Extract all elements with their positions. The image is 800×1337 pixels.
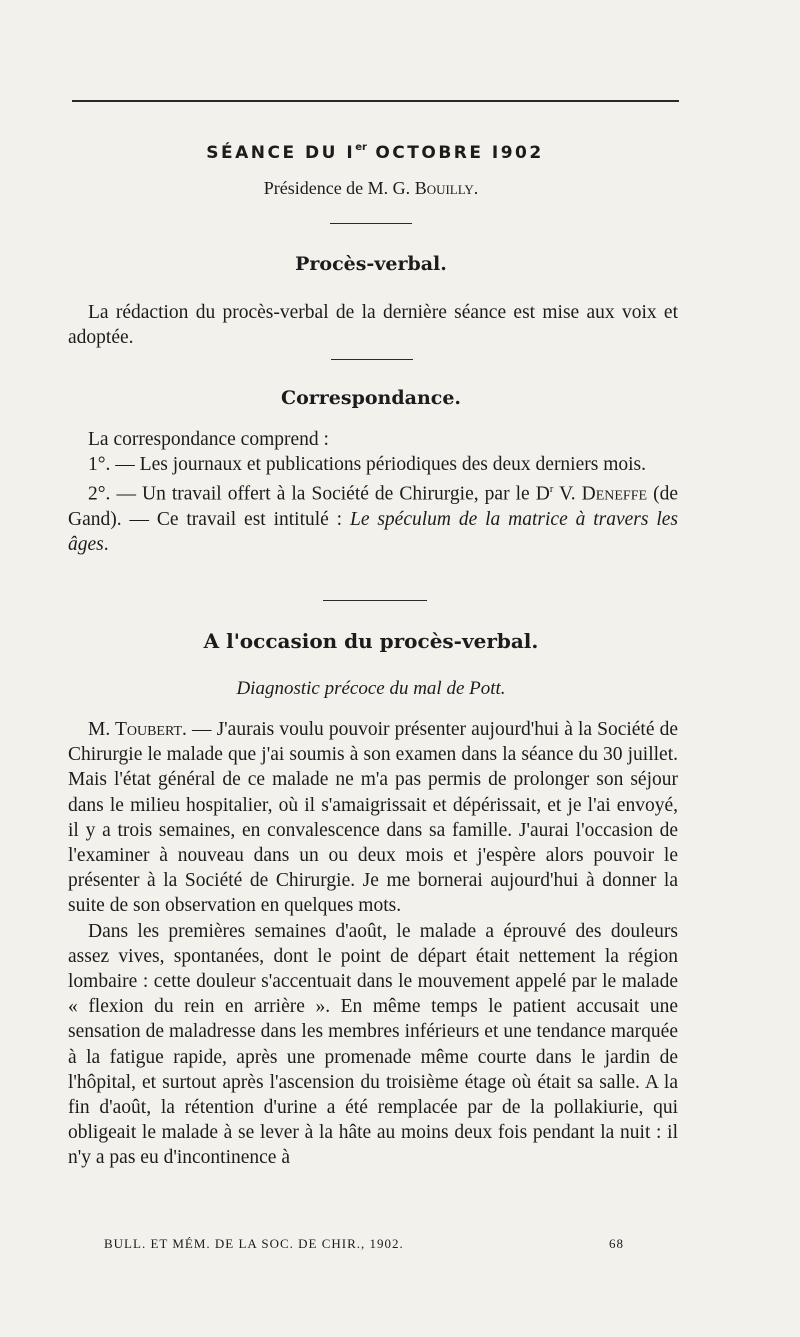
item2-pre: 2°. — Un travail offert à la Société de Chirurgie, par le D [88,483,550,505]
occasion-subtitle: Diagnostic précoce du mal de Pott. [236,678,506,699]
occasion-heading: A l'occasion du procès-verbal. [203,629,539,653]
item2-work-title: Le spéculum de la matrice à travers les âges [68,509,678,556]
body-paragraph-1 [68,717,678,919]
seance-heading [0,143,750,163]
page-footer [104,1236,624,1252]
presidence-pre: Présidence de M. G. [263,178,415,198]
section-rule [331,359,413,360]
correspondance-intro: La correspondance comprend : [88,429,329,450]
body-text [68,717,678,1171]
proces-verbal-text [68,300,678,350]
section-rule [330,223,412,224]
body-paragraph-2: Dans les premières semaines d'août, le malade a éprouvé des douleurs assez vives, spontanées, dont le point de départ était nettement la région lombaire : cette douleur s'accentuait dans le mouvement appelé par le malade « flexion du rein en arrière ». En même temps le patient accusait une sensation de maladresse dans les membres inférieurs et une tendance marquée à la fatigue rapide, après une promenade même courte dans le jardin de l'hôpital, et surtout après l'ascension du troisième étage où était sa salle. A la fin d'août, la rétention d'urine a été remplacée par de la pollakiurie, qui obligeait le malade à se lever à la hâte au moins deux fois pendant la nuit : il n'y a pas eu d'incontinence à [68,920,678,1169]
proces-verbal-paragraph: La rédaction du procès-verbal de la dernière séance est mise aux voix et adoptée. [68,302,678,349]
section-rule [323,600,427,601]
presidence-end: . [473,178,479,198]
presidence-line [0,178,742,199]
top-rule [72,100,679,102]
president-name: Bouilly [414,178,474,198]
correspondance-item-1: 1°. — Les journaux et publications périodiques des deux derniers mois. [88,454,647,476]
correspondance-heading: Correspondance. [280,387,462,409]
proces-verbal-heading: Procès-verbal. [295,253,447,275]
seance-heading-sup: er [355,142,367,154]
item2-mid: (de Gand). — Ce travail est intitulé : [68,483,678,531]
footer-journal: BULL. ET MÉM. DE LA SOC. DE CHIR., 1902. [104,1236,404,1251]
seance-heading-pre: SÉANCE DU I [206,143,356,163]
item2-author: V. Deneffe [553,483,648,505]
item2-end: . [103,534,109,556]
speaker-name: M. Toubert. [88,719,187,740]
correspondance-text [68,427,678,558]
seance-heading-post: OCTOBRE I902 [366,143,544,163]
page-number: 68 [609,1236,624,1251]
paragraph-1-text: — J'aurais voulu pouvoir présenter aujourd'hui à la Société de Chirurgie le malade que j'ai soumis à son examen dans la séance du 30 juillet. Mais l'état général de ce malade ne m'a pas permis de prolonger son séjour dans le milieu hospitalier, où il s'amaigrissait et dépérissait, et je l'ai envoyé, il y a trois semaines, en convalescence dans sa famille. J'aurai l'occasion de l'examiner à nouveau dans un ou deux mois et j'espère alors pouvoir le présenter à la Société de Chirurgie. Je me bornerai aujourd'hui à donner la suite de son observation en quelques mots. [68,719,678,917]
item2-sup: r [549,483,554,496]
correspondance-item-2 [68,477,678,557]
